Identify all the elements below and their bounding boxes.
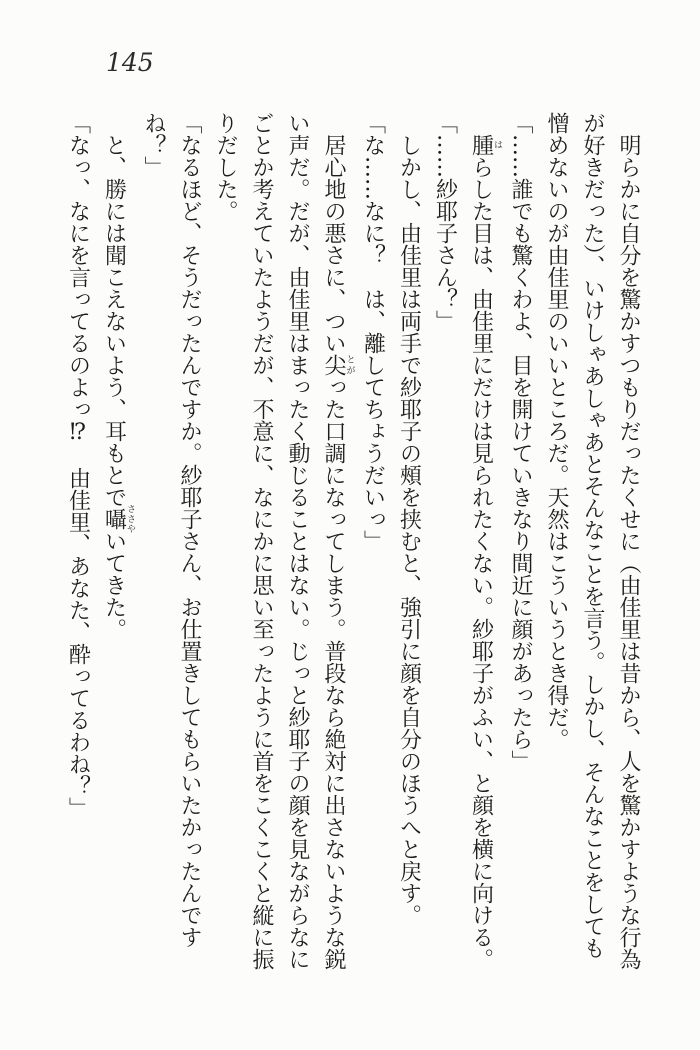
paragraph: 「……紗耶子さん？」 <box>432 112 458 332</box>
paragraph: しかし、由佳里は両手で紗耶子の頰を挟むと、強引に顔を自分のほうへと戻す。 <box>396 112 422 926</box>
paragraph: 「……誰でも驚くわよ、目を開けていきなり間近に顔があったら」 <box>508 112 533 772</box>
paragraph: 居心地の悪さに、つい尖とがった口調になってしまう。普段なら絶対に出さないような鋭い声だ。だが、由佳里はまったく動じることはない。じっと紗耶子の顔を見ながらなにごとか考えていたようだが、不意に、なにかに思い至ったように首をこくこくと縦に振りだした。 <box>213 112 355 970</box>
text-block <box>60 112 647 970</box>
paragraph: 「なっ、なにを言ってるのよっ⁉ 由佳里、あなた、酔ってるわね？」 <box>65 112 91 819</box>
paragraph: と、勝には聞こえないよう、耳もとで囁ささやいてきた。 <box>101 112 135 640</box>
paragraph: 「な……なに？ は、離してちょうだいっ」 <box>360 112 386 552</box>
page-number: 145 <box>106 48 154 77</box>
paragraph: 腫はらした目は、由佳里にだけは見られたくない。紗耶子がふい、と顔を横に向ける。 <box>468 134 502 970</box>
paragraph: 「なるほど、そうだったんですか。紗耶子さん、お仕置きしてもらいたかったんですね？」 <box>141 112 202 948</box>
paragraph: 明らかに自分を驚かすつもりだったくせに（由佳里は昔から、人を驚かすような行為が好きだった）、いけしゃあしゃあとそんなことを言う。しかし、そんなことをしても憎めないのが由佳里のいいところだ。天然はこういうとき得だ。 <box>544 112 641 970</box>
